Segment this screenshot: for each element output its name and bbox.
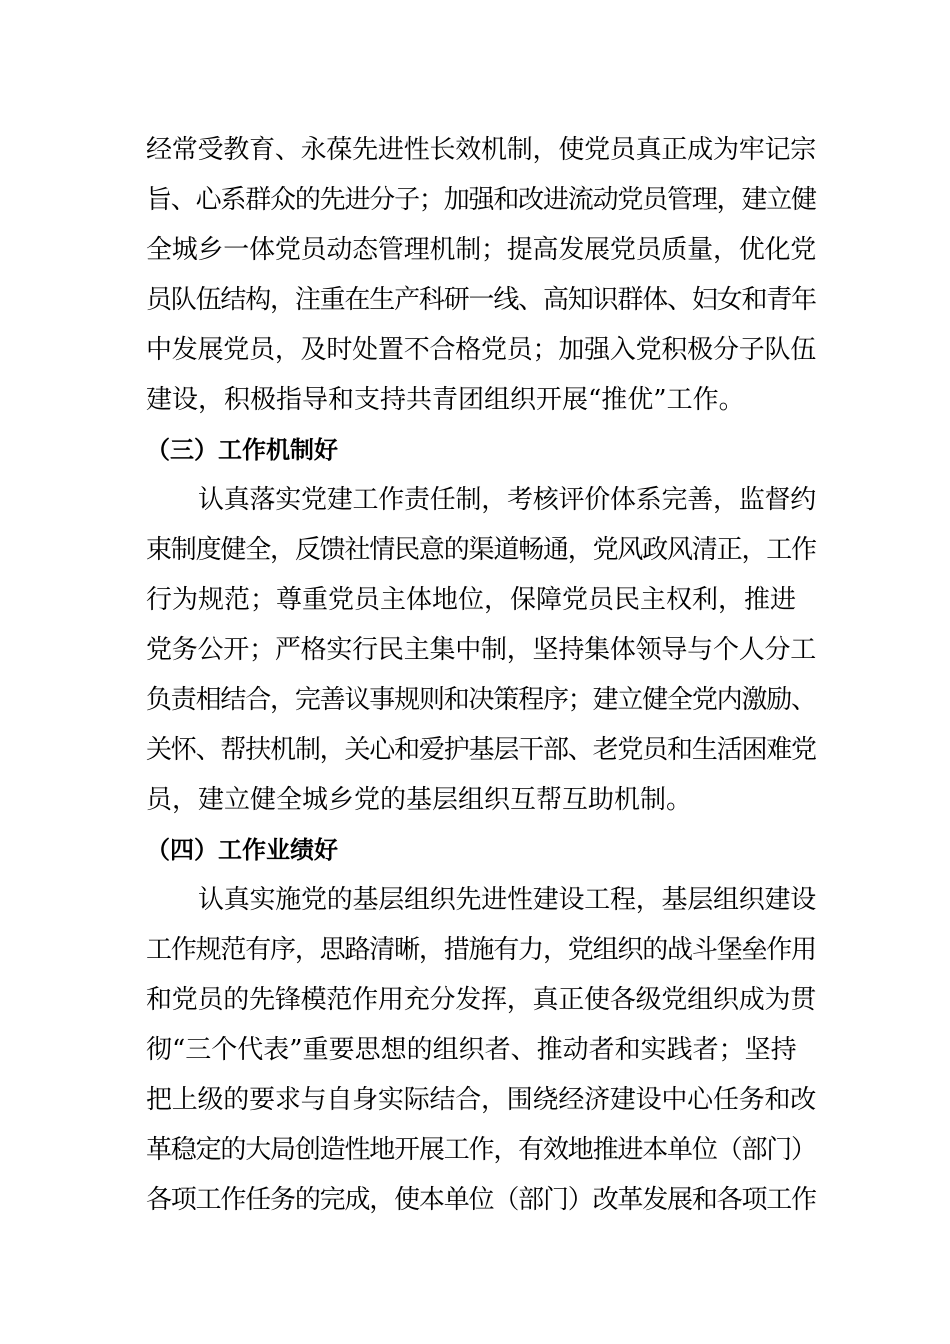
paragraph-line: 工作规范有序，思路清晰，措施有力，党组织的战斗堡垒作用 [146, 935, 816, 965]
section-heading-4: （四）工作业绩好 [146, 836, 338, 864]
paragraph-line: 彻“三个代表”重要思想的组织者、推动者和实践者；坚持 [146, 1035, 797, 1065]
paragraph-line: 员，建立健全城乡党的基层组织互帮互助机制。 [146, 785, 693, 815]
paragraph-line: 认真落实党建工作责任制，考核评价体系完善，监督约 [198, 485, 817, 515]
section-heading-3: （三）工作机制好 [146, 436, 338, 464]
paragraph-line: 和党员的先锋模范作用充分发挥，真正使各级党组织成为贯 [146, 985, 817, 1015]
paragraph-line: 行为规范；尊重党员主体地位，保障党员民主权利，推进 [146, 585, 797, 615]
paragraph-line: 建设，积极指导和支持共青团组织开展“推优”工作。 [146, 385, 745, 415]
paragraph-line: 各项工作任务的完成，使本单位（部门）改革发展和各项工作 [146, 1185, 816, 1215]
paragraph-line: 革稳定的大局创造性地开展工作，有效地推进本单位（部门） [146, 1135, 816, 1165]
paragraph-line: 束制度健全，反馈社情民意的渠道畅通，党风政风清正，工作 [146, 535, 816, 565]
paragraph-line: 负责相结合，完善议事规则和决策程序；建立健全党内激励、 [146, 685, 816, 715]
paragraph-line: 认真实施党的基层组织先进性建设工程，基层组织建设 [198, 885, 817, 915]
paragraph-line: 全城乡一体党员动态管理机制；提高发展党员质量，优化党 [146, 235, 817, 265]
paragraph-line: 员队伍结构，注重在生产科研一线、高知识群体、妇女和青年 [146, 285, 816, 315]
paragraph-line: 党务公开；严格实行民主集中制，坚持集体领导与个人分工 [146, 635, 817, 665]
paragraph-line: 旨、心系群众的先进分子；加强和改进流动党员管理，建立健 [146, 185, 816, 215]
paragraph-line: 把上级的要求与自身实际结合，围绕经济建设中心任务和改 [146, 1085, 817, 1115]
paragraph-line: 经常受教育、永葆先进性长效机制，使党员真正成为牢记宗 [146, 135, 817, 165]
paragraph-line: 中发展党员，及时处置不合格党员；加强入党积极分子队伍 [146, 335, 817, 365]
paragraph-line: 关怀、帮扶机制，关心和爱护基层干部、老党员和生活困难党 [146, 735, 816, 765]
